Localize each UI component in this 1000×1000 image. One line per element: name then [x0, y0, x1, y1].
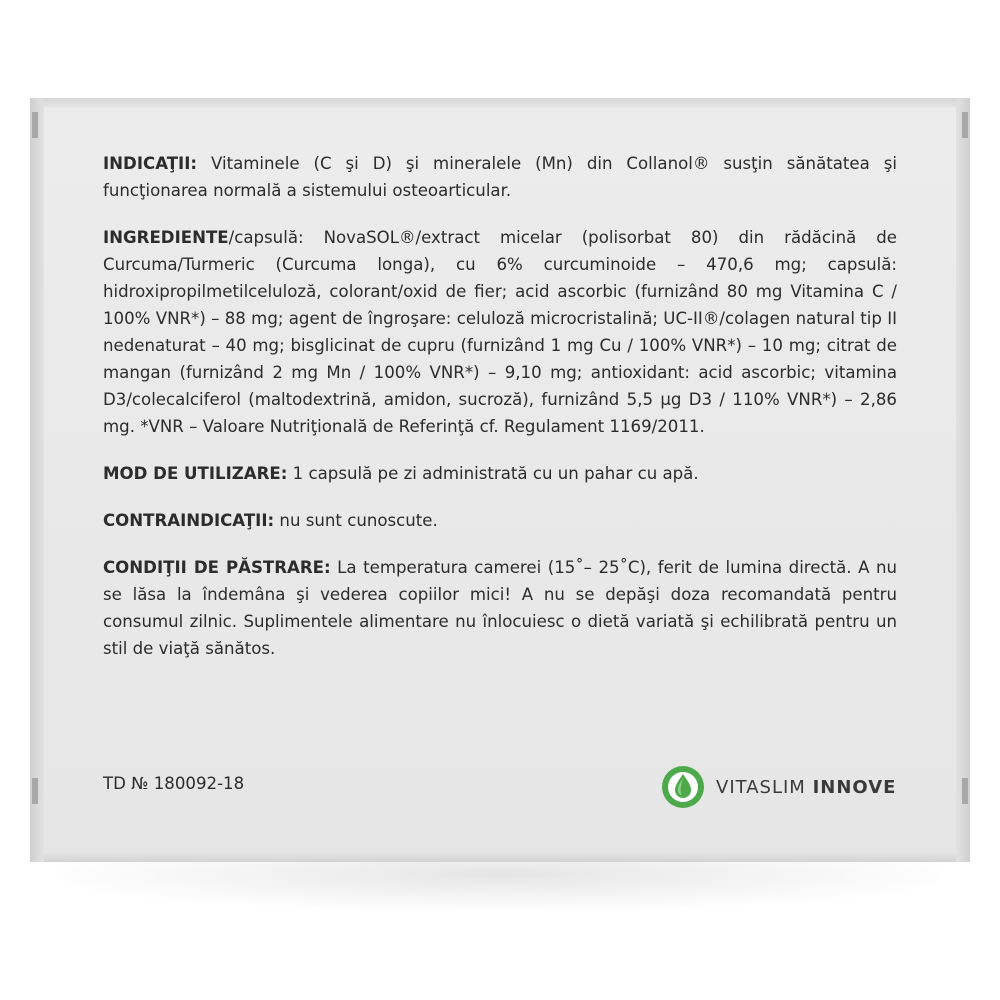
brand-name-light: VITASLIM [716, 776, 806, 798]
corner-mark-top-left [32, 112, 38, 138]
section-mod-utilizare-label: MOD DE UTILIZARE: [103, 464, 288, 483]
section-indicatii [103, 150, 897, 204]
brand-name [716, 777, 896, 798]
package-right-edge [956, 98, 970, 862]
section-ingrediente-label: INGREDIENTE [103, 228, 229, 247]
corner-mark-bottom-right [962, 778, 968, 804]
package-top-edge [30, 98, 970, 108]
section-contraindicatii-label: CONTRAINDICAŢII: [103, 511, 275, 530]
brand-logo-block [660, 764, 896, 810]
section-mod-utilizare-text: 1 capsulă pe zi administrată cu un pahar cu apă. [287, 464, 699, 483]
section-indicatii-text: Vitaminele (C şi D) şi mineralele (Mn) din Collanol® susţin sănătatea şi funcţionarea normală a sistemului osteoarticular. [103, 154, 897, 200]
section-contraindicatii-text: nu sunt cunoscute. [274, 511, 438, 530]
td-number: TD № 180092-18 [103, 774, 245, 793]
section-indicatii-label: INDICAŢII: [103, 154, 198, 173]
section-ingrediente [103, 224, 897, 440]
section-conditii-pastrare [103, 554, 897, 662]
section-mod-utilizare [103, 460, 897, 487]
package-left-edge [30, 98, 44, 862]
section-contraindicatii [103, 507, 897, 534]
brand-name-bold: INNOVE [812, 776, 897, 798]
section-conditii-pastrare-label: CONDIŢII DE PĂSTRARE: [103, 558, 331, 577]
corner-mark-bottom-left [32, 778, 38, 804]
package-bottom-edge [30, 852, 970, 862]
vitaslim-drop-logo-icon [660, 764, 706, 810]
label-text-content [103, 150, 897, 682]
section-conditii-pastrare-text: La temperatura camerei (15˚– 25˚C), ferit de lumina directă. A nu se lăsa la îndemâna şi vederea copiilor mici! A nu se depăşi doza recomandată pentru consumul zilnic. Suplimentele alimentare nu înlocuiesc o dietă variată şi echilibrată pentru un stil de viaţă sănătos. [103, 558, 898, 658]
corner-mark-top-right [962, 112, 968, 138]
section-ingrediente-text: /capsulă: NovaSOL®/extract micelar (polisorbat 80) din rădăcină de Curcuma/Turmeric (Curcuma longa), cu 6% curcuminoide – 470,6 mg; capsulă: hidroxipropilmetilceluloză, colorant/oxid de fier; acid ascorbic (furnizând 80 mg Vitamina C / 100% VNR*) – 88 mg; agent de îngroşare: celuloză microcristalină; UC-II®/colagen natural tip II nedenaturat – 40 mg; bisglicinat de cupru (furnizând 1 mg Cu / 100% VNR*) – 10 mg; citrat de mangan (furnizând 2 mg Mn / 100% VNR*) – 9,10 mg; antioxidant: acid ascorbic; vitamina D3/colecalciferol (maltodextrină, amidon, sucroză), furnizând 5,5 μg D3 / 110% VNR*) – 2,86 mg. *VNR – Valoare Nutriţională de Referinţă cf. Regulament 1169/2011. [103, 228, 897, 436]
